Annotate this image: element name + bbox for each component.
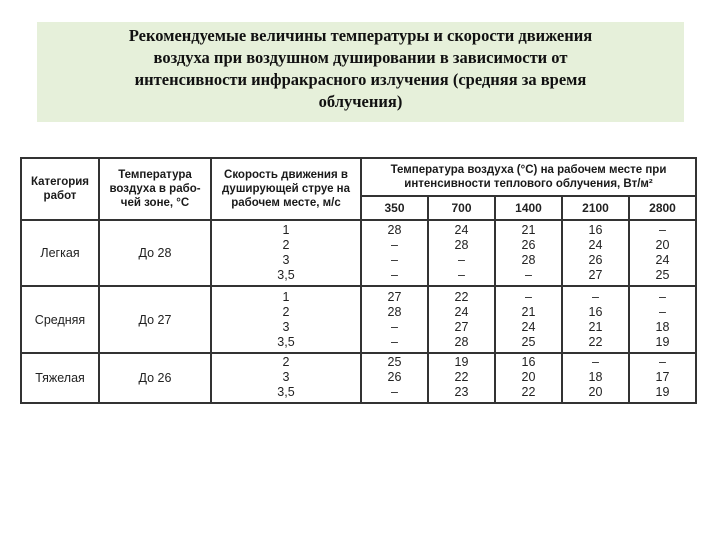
air-temperature-value: 24 (454, 223, 469, 238)
air-temperature-value: 19 (454, 355, 469, 370)
air-speed-value: 2 (282, 304, 290, 319)
air-temperature-value: 21 (588, 319, 603, 334)
air-temperature-value: 25 (521, 334, 536, 349)
air-speed-value: 3,5 (277, 268, 295, 283)
air-temperature-value: 26 (521, 238, 536, 253)
title-line: облучения) (318, 92, 403, 111)
air-temperature-value: 28 (454, 334, 469, 349)
work-category: Тяжелая (21, 353, 99, 403)
air-temperature-values (495, 220, 562, 286)
air-temperature-value: 21 (521, 304, 536, 319)
air-speed-value: 3,5 (277, 385, 295, 400)
air-temperature-values (495, 353, 562, 403)
air-temperature-values (562, 353, 629, 403)
air-temperature-value: – (525, 268, 532, 283)
air-temperature-values (428, 353, 495, 403)
air-temperature-values (562, 220, 629, 286)
air-temperature-value: 19 (655, 385, 670, 400)
air-temperature-value: 19 (655, 334, 670, 349)
air-speed-value: 2 (282, 355, 290, 370)
work-category: Средняя (21, 286, 99, 352)
work-zone-temperature: До 28 (99, 220, 211, 286)
title-line: воздуха при воздушном душировании в зависимости от (153, 48, 568, 67)
air-speed-value: 3,5 (277, 334, 295, 349)
air-temperature-value: 28 (521, 253, 536, 268)
air-temperature-value: 27 (454, 319, 469, 334)
work-zone-temperature: До 26 (99, 353, 211, 403)
intensity-header: 700 (428, 196, 495, 220)
title-line: интенсивности инфракрасного излучения (средняя за время (134, 70, 587, 89)
air-temperature-value: – (391, 319, 398, 334)
air-temperature-value: 26 (387, 370, 402, 385)
table-row (21, 286, 696, 352)
air-temperature-values (428, 220, 495, 286)
air-temperature-value: 28 (387, 223, 402, 238)
work-zone-temperature: До 27 (99, 286, 211, 352)
air-temperature-values (361, 220, 428, 286)
air-temperature-value: – (458, 253, 465, 268)
air-speed-values (211, 353, 361, 403)
air-temperature-value: 21 (521, 223, 536, 238)
air-temperature-value: 18 (655, 319, 670, 334)
air-speed-value: 2 (282, 238, 290, 253)
air-temperature-values (562, 286, 629, 352)
air-temperature-value: – (592, 289, 599, 304)
air-temperature-value: – (391, 334, 398, 349)
air-temperature-value: 22 (454, 289, 469, 304)
air-temperature-value: – (592, 355, 599, 370)
air-temperature-value: – (525, 289, 532, 304)
air-temperature-value: 20 (655, 238, 670, 253)
work-category: Легкая (21, 220, 99, 286)
air-temperature-value: 23 (454, 385, 469, 400)
intensity-header: 350 (361, 196, 428, 220)
title-box (37, 22, 684, 122)
air-temperature-values (629, 286, 696, 352)
intensity-header: 2100 (562, 196, 629, 220)
air-temperature-value: – (391, 268, 398, 283)
air-speed-value: 3 (282, 253, 290, 268)
air-temperature-value: 22 (454, 370, 469, 385)
air-temperature-value: 24 (454, 304, 469, 319)
air-temperature-value: 27 (387, 289, 402, 304)
air-temperature-value: 16 (588, 304, 603, 319)
air-temperature-value: – (391, 385, 398, 400)
air-temperature-value: 17 (655, 370, 670, 385)
air-temperature-value: 22 (588, 334, 603, 349)
air-temperature-values (361, 286, 428, 352)
air-temperature-value: 28 (454, 238, 469, 253)
air-temperature-value: 24 (521, 319, 536, 334)
air-temperature-value: 24 (655, 253, 670, 268)
air-temperature-value: 16 (588, 223, 603, 238)
air-temperature-value: 28 (387, 304, 402, 319)
air-temperature-value: – (659, 223, 666, 238)
air-speed-value: 3 (282, 319, 290, 334)
title-line: Рекомендуемые величины температуры и скорости движения (128, 26, 593, 45)
table-row (21, 220, 696, 286)
air-temperature-value: – (659, 355, 666, 370)
air-temperature-values (629, 220, 696, 286)
air-speed-value: 3 (282, 370, 290, 385)
data-table (20, 157, 697, 404)
air-temperature-values (428, 286, 495, 352)
header-category: Категория работ (21, 158, 99, 220)
air-temperature-value: – (391, 253, 398, 268)
air-temperature-value: 27 (588, 268, 603, 283)
air-speed-values (211, 220, 361, 286)
air-temperature-values (629, 353, 696, 403)
air-temperature-value: 22 (521, 385, 536, 400)
header-work-zone-temperature: Температура воздуха в рабо- чей зоне, °С (99, 158, 211, 220)
air-temperature-value: 20 (521, 370, 536, 385)
header-air-temperature: Температура воздуха (°С) на рабочем месте при интенсивности теплового облучения, Вт/м² (361, 158, 696, 196)
air-temperature-value: – (458, 268, 465, 283)
air-temperature-value: 24 (588, 238, 603, 253)
intensity-header: 1400 (495, 196, 562, 220)
air-temperature-values (495, 286, 562, 352)
air-temperature-value: 18 (588, 370, 603, 385)
air-temperature-value: 25 (387, 355, 402, 370)
air-temperature-value: 16 (521, 355, 536, 370)
air-speed-value: 1 (282, 289, 290, 304)
air-temperature-value: – (659, 289, 666, 304)
table-row (21, 353, 696, 403)
air-temperature-value: 25 (655, 268, 670, 283)
air-speed-value: 1 (282, 223, 290, 238)
air-temperature-value: 20 (588, 385, 603, 400)
air-temperature-values (361, 353, 428, 403)
air-temperature-value: 26 (588, 253, 603, 268)
header-air-speed: Скорость движения в душирующей струе на рабочем месте, м/с (211, 158, 361, 220)
air-speed-values (211, 286, 361, 352)
air-temperature-value: – (659, 304, 666, 319)
intensity-header: 2800 (629, 196, 696, 220)
air-temperature-value: – (391, 238, 398, 253)
